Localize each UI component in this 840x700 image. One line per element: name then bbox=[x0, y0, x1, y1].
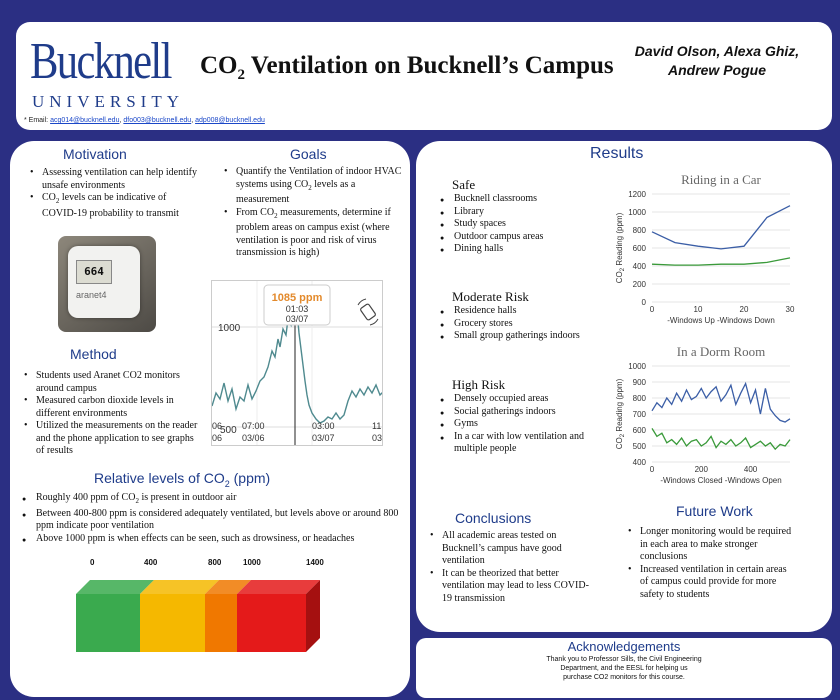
list-item: ● Roughly 400 ppm of $CO_2$ is present in outdoor air bbox=[22, 492, 406, 508]
list-item: ● Outdoor campus areas bbox=[440, 231, 610, 244]
list-item: ● Above 1000 ppm is when effects can be seen, such as drowsiness, or headaches bbox=[22, 533, 406, 546]
x-tick-label: 400 bbox=[743, 465, 758, 474]
x-tick-label: 03/07 bbox=[312, 433, 335, 443]
email-line: * Email: acg014@bucknell.edu, dfo003@bucknell.edu, adp008@bucknell.edu bbox=[24, 117, 265, 124]
list-item: • All academic areas tested on Bucknell’s campus have good ventilation bbox=[428, 530, 598, 568]
x-tick-label: 10 bbox=[693, 305, 703, 314]
motivation-list bbox=[28, 167, 198, 220]
x-tick-label: 0 bbox=[649, 465, 655, 474]
scale-label: 1000 bbox=[243, 558, 261, 567]
y-tick-label: 600 bbox=[632, 244, 646, 253]
list-item: ● Study spaces bbox=[440, 218, 610, 231]
scale-label: 0 bbox=[90, 558, 95, 567]
list-item: ● Densely occupied areas bbox=[440, 393, 598, 406]
future-work-heading: Future Work bbox=[676, 503, 753, 519]
x-tick-label: 03/06 bbox=[242, 433, 265, 443]
x-tick-label: 07:00 bbox=[242, 421, 265, 431]
y-axis-label: $CO_2$ Reading (ppm) bbox=[615, 212, 626, 284]
high-risk-list bbox=[440, 393, 598, 456]
y-tick-label: 200 bbox=[632, 280, 646, 289]
poster-title: $CO_2$ Ventilation on Bucknell’s Campus bbox=[200, 52, 614, 83]
conclusions-heading: Conclusions bbox=[455, 510, 532, 526]
results-heading: Results bbox=[590, 145, 644, 162]
phone-co2-chart bbox=[212, 281, 383, 446]
scale-label: 400 bbox=[144, 558, 158, 567]
phone-app-screenshot bbox=[211, 280, 383, 446]
list-item: ● In a car with low ventilation and multiple people bbox=[440, 431, 598, 456]
co2-monitor-photo bbox=[58, 236, 156, 332]
tooltip-date: 03/07 bbox=[285, 314, 309, 324]
y-tick-label: 800 bbox=[632, 394, 646, 403]
y-tick-label: 0 bbox=[641, 298, 646, 307]
series-line bbox=[652, 258, 790, 265]
rotate-icon[interactable] bbox=[358, 299, 378, 325]
authors: David Olson, Alexa Ghiz, Andrew Pogue bbox=[634, 43, 800, 78]
list-item: • Increased ventilation in certain areas of campus could provide for more safety to students bbox=[626, 564, 796, 602]
car-co2-chart bbox=[612, 168, 826, 328]
co2-color-scale-bar bbox=[70, 574, 326, 656]
high-risk-heading: High Risk bbox=[452, 377, 506, 392]
tooltip-time: 01:03 bbox=[285, 304, 309, 314]
scale-label: 1400 bbox=[306, 558, 324, 567]
email-link[interactable]: adp008@bucknell.edu bbox=[195, 117, 265, 124]
y-tick-label: 400 bbox=[632, 458, 646, 467]
moderate-risk-heading: Moderate Risk bbox=[452, 289, 529, 304]
x-tick-label: 30 bbox=[785, 305, 795, 314]
x-tick-label: 06 bbox=[212, 421, 223, 431]
monitor-brand: aranet4 bbox=[76, 290, 107, 300]
email-link[interactable]: dfo003@bucknell.edu bbox=[123, 117, 192, 124]
x-tick-label: 200 bbox=[694, 465, 708, 474]
goals-heading: Goals bbox=[290, 146, 327, 162]
y-tick-label: 500 bbox=[632, 442, 646, 451]
list-item: ● Residence halls bbox=[440, 305, 610, 318]
scale-segment-top bbox=[237, 580, 320, 594]
acknowledgements-text: Thank you to Professor Sills, the Civil Engineering Department, and the EESL for helping us purchase CO2 monitors for this course. bbox=[546, 656, 702, 681]
conclusions-list bbox=[428, 530, 598, 605]
list-item: ● Gyms bbox=[440, 418, 598, 431]
list-item: ● Library bbox=[440, 206, 610, 219]
method-list bbox=[22, 370, 200, 458]
scale-segment bbox=[237, 594, 306, 652]
y-tick-label: 900 bbox=[632, 378, 646, 387]
y-tick-label: 600 bbox=[632, 426, 646, 435]
list-item: • Measured carbon dioxide levels in different environments bbox=[22, 395, 200, 420]
list-item: • From $CO_2$ measurements, determine if problem areas on campus exist (where ventilation is poor and risk of virus transmission is high) bbox=[222, 207, 402, 260]
email-link[interactable]: acg014@bucknell.edu bbox=[50, 117, 120, 124]
list-item: ● Bucknell classrooms bbox=[440, 193, 610, 206]
list-item: ● Social gatherings indoors bbox=[440, 406, 598, 419]
list-item: ● Small group gatherings indoors bbox=[440, 330, 610, 343]
header-banner bbox=[16, 22, 832, 130]
y-tick-label: 1000 bbox=[628, 362, 646, 371]
x-tick-label: 20 bbox=[739, 305, 749, 314]
future-work-list bbox=[626, 526, 796, 601]
y-tick-label: 1200 bbox=[628, 190, 646, 199]
series-line bbox=[652, 384, 790, 422]
x-tick-label: 03:00 bbox=[312, 421, 335, 431]
relative-levels-heading: Relative levels of $CO_2$ (ppm) bbox=[94, 470, 271, 489]
motivation-heading: Motivation bbox=[63, 146, 127, 162]
scale-segment bbox=[140, 594, 205, 652]
list-item: • It can be theorized that better ventilation may lead to less COVID-19 transmission bbox=[428, 568, 598, 606]
y-axis-label: $CO_2$ Reading (ppm) bbox=[615, 378, 626, 450]
relative-levels-list bbox=[22, 492, 406, 545]
x-tick-label: 0 bbox=[649, 305, 655, 314]
y-tick-label: 800 bbox=[632, 226, 646, 235]
scale-segment bbox=[205, 594, 237, 652]
list-item: ● Between 400-800 ppm is considered adequately ventilated, but levels above or around 800 ppm indicate poor ventilation bbox=[22, 508, 406, 533]
y-tick-label: 1000 bbox=[628, 208, 646, 217]
method-heading: Method bbox=[70, 346, 117, 362]
list-item: • Assessing ventilation can help identify unsafe environments bbox=[28, 167, 198, 192]
x-tick-label: 06 bbox=[212, 433, 223, 443]
list-item: ● Dining halls bbox=[440, 243, 610, 256]
x-tick-label: 03 bbox=[372, 433, 383, 443]
y-tick-label: 500 bbox=[220, 425, 237, 436]
university-logo: Bucknell bbox=[30, 33, 171, 90]
safe-heading: Safe bbox=[452, 177, 476, 192]
list-item: • Quantify the Ventilation of indoor HVAC systems using $CO_2$ levels as a measurement bbox=[222, 166, 402, 207]
list-item: • $CO_2$ levels can be indicative of COVID-19 probability to transmit bbox=[28, 192, 198, 220]
chart-title: Riding in a Car bbox=[681, 172, 761, 187]
monitor-display: 664 bbox=[76, 260, 112, 284]
scale-label: 800 bbox=[208, 558, 222, 567]
y-tick-label: 400 bbox=[632, 262, 646, 271]
acknowledgements-heading: Acknowledgements bbox=[567, 639, 681, 654]
list-item: • Longer monitoring would be required in each area to make stronger conclusions bbox=[626, 526, 796, 564]
legend: -Windows Closed -Windows Open bbox=[660, 476, 782, 485]
safe-list bbox=[440, 193, 610, 256]
university-logo-subtitle: UNIVERSITY bbox=[32, 92, 184, 111]
dorm-co2-chart bbox=[612, 340, 826, 492]
x-tick-label: 11 bbox=[372, 421, 382, 431]
list-item: ● Grocery stores bbox=[440, 318, 610, 331]
list-item: • Utilized the measurements on the reader and the phone application to see graphs of results bbox=[22, 420, 200, 458]
scale-segment bbox=[76, 594, 140, 652]
chart-title: In a Dorm Room bbox=[676, 344, 766, 359]
tooltip-value: 1085 ppm bbox=[271, 292, 323, 304]
legend: -Windows Up -Windows Down bbox=[667, 316, 775, 325]
moderate-risk-list bbox=[440, 305, 610, 343]
y-tick-label: 700 bbox=[632, 410, 646, 419]
y-tick-label: 1000 bbox=[218, 323, 241, 334]
acknowledgements-panel bbox=[416, 638, 832, 698]
list-item: • Students used Aranet CO2 monitors around campus bbox=[22, 370, 200, 395]
goals-list bbox=[222, 166, 402, 260]
